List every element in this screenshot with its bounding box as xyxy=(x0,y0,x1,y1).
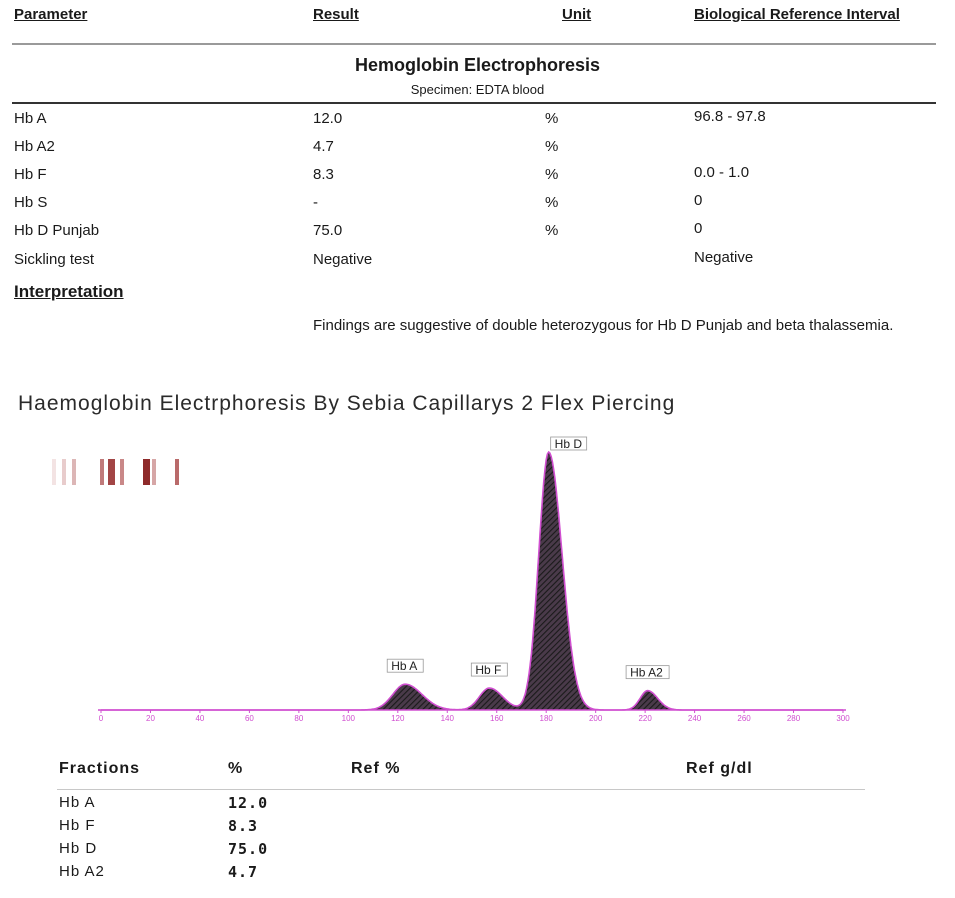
fractions-divider xyxy=(57,789,865,790)
row-parameter: Hb F xyxy=(14,166,47,183)
axis-tick-label: 300 xyxy=(836,714,850,723)
electropherogram xyxy=(0,430,955,740)
axis-tick-label: 60 xyxy=(244,714,254,723)
axis-tick-label: 280 xyxy=(786,714,801,723)
axis-tick-label: 140 xyxy=(440,714,454,723)
svg-text:Hb A: Hb A xyxy=(391,659,418,674)
row-reference: Negative xyxy=(694,249,754,266)
fractions-ref-percent-header: Ref % xyxy=(351,760,401,777)
svg-text:Hb D: Hb D xyxy=(554,437,583,451)
fraction-name: Hb A xyxy=(59,794,96,811)
fraction-value: 12.0 xyxy=(228,794,269,812)
fractions-ref-gdl-header: Ref g/dl xyxy=(686,760,753,777)
interpretation-text: Findings are suggestive of double heterozygous for Hb D Punjab and beta thalassemia. xyxy=(313,317,894,334)
row-result: 12.0 xyxy=(313,110,343,127)
row-result: Negative xyxy=(313,251,373,268)
row-reference: 0.0 - 1.0 xyxy=(694,164,750,181)
row-parameter: Hb A xyxy=(14,110,47,127)
row-reference: 0 xyxy=(694,220,703,237)
fraction-name: Hb A2 xyxy=(59,863,105,880)
fraction-value: 75.0 xyxy=(228,840,269,858)
fraction-name: Hb F xyxy=(59,817,96,834)
row-result: 4.7 xyxy=(313,138,334,155)
peak-label xyxy=(551,437,587,451)
svg-text:Hb A2: Hb A2 xyxy=(630,665,663,680)
svg-text:Hb F: Hb F xyxy=(475,663,502,678)
section-divider xyxy=(12,102,936,104)
row-result: - xyxy=(313,194,318,211)
row-unit: % xyxy=(545,110,559,127)
interpretation-label: Interpretation xyxy=(14,282,124,301)
row-parameter: Sickling test xyxy=(14,251,95,268)
row-unit: % xyxy=(545,138,559,155)
header-divider xyxy=(12,43,936,45)
section-specimen: Specimen: EDTA blood xyxy=(410,82,545,97)
header-result: Result xyxy=(313,6,359,23)
peak-label xyxy=(387,659,423,673)
fraction-value: 8.3 xyxy=(228,817,259,835)
axis-tick-label: 100 xyxy=(341,714,356,723)
header-parameter: Parameter xyxy=(14,6,88,23)
row-result: 8.3 xyxy=(313,166,334,183)
fractions-header: Fractions xyxy=(59,760,141,777)
row-reference: 96.8 - 97.8 xyxy=(694,108,766,125)
axis-tick-label: 80 xyxy=(294,714,304,723)
fractions-percent-header: % xyxy=(228,760,244,777)
axis-tick-label: 40 xyxy=(195,714,205,723)
axis-tick-label: 20 xyxy=(146,714,155,723)
axis-tick-label: 240 xyxy=(687,714,702,723)
peak-label xyxy=(471,663,507,677)
header-unit: Unit xyxy=(562,6,592,23)
axis-tick-label: 200 xyxy=(588,714,603,723)
axis-tick-label: 120 xyxy=(391,714,405,723)
section-title: Hemoglobin Electrophoresis xyxy=(354,55,601,75)
fraction-name: Hb D xyxy=(59,840,98,857)
row-parameter: Hb S xyxy=(14,194,48,211)
header-reference: Biological Reference Interval xyxy=(694,6,900,23)
axis-tick-label: 180 xyxy=(539,714,553,723)
axis-tick-label: 220 xyxy=(638,714,652,723)
row-parameter: Hb A2 xyxy=(14,138,55,155)
row-unit: % xyxy=(545,166,559,183)
peak-label xyxy=(626,666,669,680)
row-result: 75.0 xyxy=(313,222,343,239)
row-unit: % xyxy=(545,222,559,239)
axis-tick-label: 260 xyxy=(737,714,751,723)
fraction-value: 4.7 xyxy=(228,863,259,881)
row-parameter: Hb D Punjab xyxy=(14,222,100,239)
row-unit: % xyxy=(545,194,559,211)
axis-tick-label: 160 xyxy=(490,714,504,723)
graph-title: Haemoglobin Electrphoresis By Sebia Capillarys 2 Flex Piercing xyxy=(18,392,676,415)
row-reference: 0 xyxy=(694,192,703,209)
axis-tick-label: 0 xyxy=(98,714,104,723)
